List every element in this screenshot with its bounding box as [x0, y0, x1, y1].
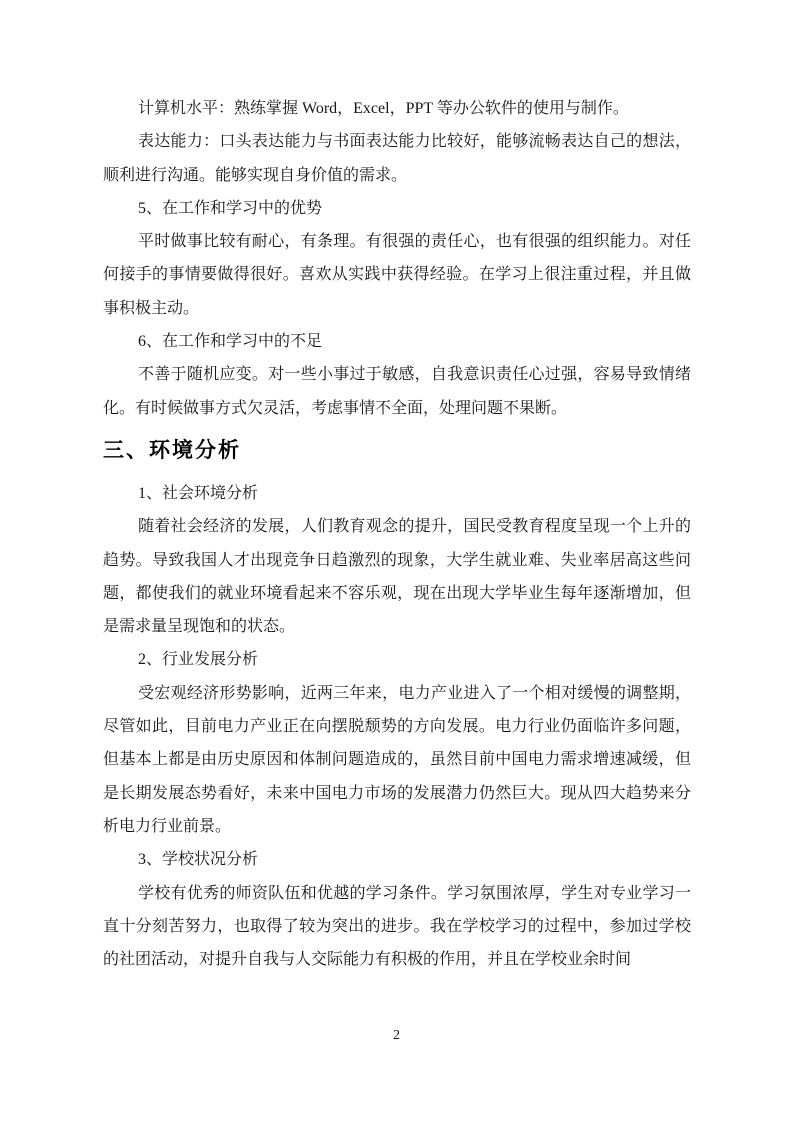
paragraph: 学校有优秀的师资队伍和优越的学习条件。学习氛围浓厚，学生对专业学习一直十分刻苦努力，也取得了较为突出的进步。我在学校学习的过程中，参加过学校的社团活动，对提升自我与人交际能力有积极的作用，并且在学校业余时间 [103, 884, 691, 969]
paragraph: 2、行业发展分析 [138, 651, 259, 669]
paragraph: 5、在工作和学习中的优势 [138, 199, 323, 217]
paragraph: 1、社会环境分析 [138, 484, 259, 502]
paragraph: 计算机水平：熟练掌握 Word，Excel，PPT 等办公软件的使用与制作。 [138, 100, 629, 117]
paragraph: 不善于随机应变。对一些小事过于敏感，自我意识责任心过强，容易导致情绪化。有时候做事方式欠灵活，考虑事情不全面，处理问题不果断。 [103, 366, 691, 417]
page-footer [0, 1026, 793, 1044]
paragraph: 随着社会经济的发展，人们教育观念的提升，国民受教育程度呈现一个上升的趋势。导致我国人才出现竞争日趋激烈的现象，大学生就业难、失业率居高这些问题，都使我们的就业环境看起来不容乐观，现在出现大学毕业生每年逐渐增加，但是需求量呈现饱和的状态。 [103, 518, 691, 636]
paragraph: 3、学校状况分析 [138, 851, 259, 869]
paragraph: 平时做事比较有耐心，有条理。有很强的责任心，也有很强的组织能力。对任何接手的事情要做得很好。喜欢从实践中获得经验。在学习上很注重过程，并且做事积极主动。 [103, 233, 691, 317]
page-number: 2 [393, 1028, 400, 1043]
paragraph: 受宏观经济形势影响，近两三年来，电力产业进入了一个相对缓慢的调整期，尽管如此，目前电力产业正在向摆脱颓势的方向发展。电力行业仍面临许多问题，但基本上都是由历史原因和体制问题造成的，虽然目前中国电力需求增速减缓，但是长期发展态势看好，未来中国电力市场的发展潜力仍然巨大。现从四大趋势来分析电力行业前景。 [103, 684, 691, 835]
section-heading: 三、环境分析 [103, 438, 241, 462]
paragraph: 6、在工作和学习中的不足 [138, 333, 323, 351]
document-body [103, 92, 691, 976]
paragraph: 表达能力：口头表达能力与书面表达能力比较好，能够流畅表达自己的想法，顺利进行沟通。能够实现自身价值的需求。 [103, 133, 691, 184]
